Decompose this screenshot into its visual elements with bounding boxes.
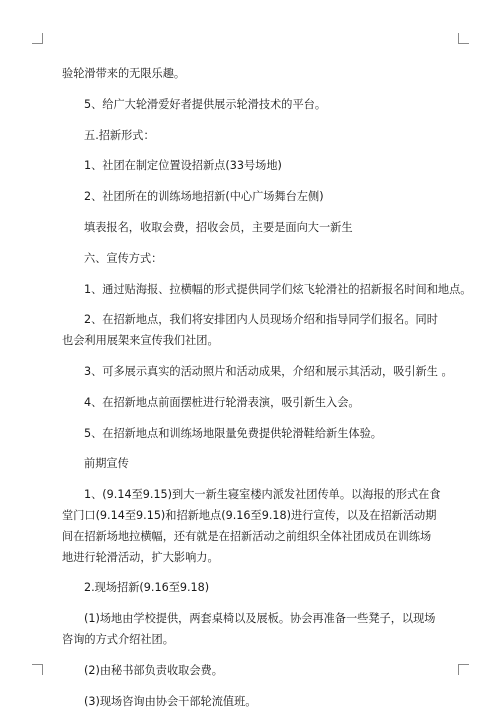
crop-mark-top-right — [458, 33, 469, 44]
section-heading: 前期宣传 — [84, 457, 129, 471]
paragraph: 1、社团在制定位置设招新点(33号场地) — [84, 159, 282, 173]
section-heading: 五.招新形式： — [84, 128, 155, 142]
paragraph: (1)场地由学校提供，两套桌椅以及展板。协会再准备一些凳子，以现场咨询的方式介绍社团。 — [62, 612, 436, 646]
paragraph: 1、通过贴海报、拉横幅的形式提供同学们炫飞轮滑社的招新报名时间和地点。 — [84, 282, 472, 296]
paragraph: 2、在招新地点，我们将安排团内人员现场介绍和指导同学们报名。同时也会利用展架来宣传我们社团。 — [62, 313, 438, 348]
crop-mark-top-left — [32, 33, 43, 44]
section-heading: 六、宣传方式： — [84, 251, 163, 265]
paragraph: 1、(9.14至9.15)到大一新生寝室楼内派发社团传单。以海报的形式在食堂门口(9.14至9.15)和招新地点(9.16至9.18)进行宣传，以及在招新活动期间在招新场地拉横幅，还有就是在招新活动之前组织全体社团成员在训练场地进行轮滑活动，扩大影响力。 — [62, 488, 441, 564]
paragraph: 5、在招新地点和训练场地限量免费提供轮滑鞋给新生体验。 — [84, 426, 382, 440]
paragraph: (3)现场咨询由协会干部轮流值班。 — [84, 694, 257, 708]
paragraph: 4、在招新地点前面摆桩进行轮滑表演，吸引新生入会。 — [84, 395, 360, 409]
paragraph: 验轮滑带来的无限乐趣。 — [62, 67, 186, 80]
paragraph: 2、社团所在的训练场地招新(中心广场舞台左侧) — [84, 190, 324, 204]
paragraph: 3、可多展示真实的活动照片和活动成果，介绍和展示其活动，吸引新生 。 — [84, 364, 453, 378]
section-heading: 2.现场招新(9.16至9.18) — [84, 581, 210, 595]
document-body — [62, 64, 472, 722]
crop-mark-bottom-right — [458, 664, 469, 675]
paragraph: (2)由秘书部负责收取会费。 — [84, 663, 223, 677]
paragraph: 填表报名，收取会费，招收会员，主要是面向大一新生 — [84, 220, 353, 234]
crop-mark-bottom-left — [32, 664, 43, 675]
paragraph: 5、给广大轮滑爱好者提供展示轮滑技术的平台。 — [84, 97, 327, 111]
